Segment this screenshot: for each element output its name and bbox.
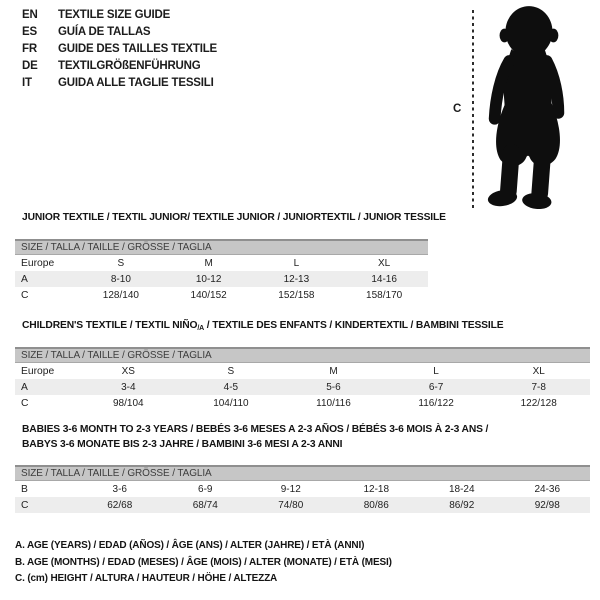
language-row-es bbox=[22, 24, 217, 41]
junior-section-title: JUNIOR TEXTILE / TEXTIL JUNIOR/ TEXTILE JUNIOR / JUNIORTEXTIL / JUNIOR TESSILE bbox=[22, 212, 446, 223]
size-header-bar: SIZE / TALLA / TAILLE / GRÖSSE / TAGLIA bbox=[15, 465, 590, 481]
row-label: B bbox=[21, 483, 28, 495]
size-cell: S bbox=[227, 365, 235, 377]
language-code: DE bbox=[22, 60, 38, 72]
age-cell: 7-8 bbox=[531, 381, 546, 393]
height-cell: 74/80 bbox=[278, 499, 304, 511]
size-header-bar: SIZE / TALLA / TAILLE / GRÖSSE / TAGLIA bbox=[15, 347, 590, 363]
babies-title-line1: BABIES 3-6 MONTH TO 2-3 YEARS / BEBÉS 3-6 MESES A 2-3 AÑOS / BÉBÉS 3-6 MOIS À 2-3 ANS / bbox=[22, 424, 489, 435]
age-cell: 4-5 bbox=[223, 381, 239, 393]
row-label: C bbox=[21, 289, 29, 301]
age-cell: 8-10 bbox=[110, 273, 131, 285]
height-cell: 140/152 bbox=[190, 289, 227, 301]
legend-age-months: B. AGE (MONTHS) / EDAD (MESES) / ÂGE (MOIS) / ALTER (MONATE) / ETÀ (MESI) bbox=[15, 556, 392, 568]
age-cell: 12-18 bbox=[363, 483, 390, 495]
title-text: / TEXTILE DES ENFANTS / KINDERTEXTIL / BAMBINI TESSILE bbox=[204, 320, 504, 331]
row-label: C bbox=[21, 397, 29, 409]
height-cell: 152/158 bbox=[278, 289, 315, 301]
age-cell: 3-4 bbox=[121, 381, 136, 393]
table-row-europe bbox=[15, 255, 428, 271]
height-dotted-line bbox=[472, 10, 474, 208]
children-size-table bbox=[15, 347, 590, 411]
height-cell: 116/122 bbox=[418, 397, 454, 409]
legend-height-cm: C. (cm) HEIGHT / ALTURA / HAUTEUR / HÖHE / ALTEZZA bbox=[15, 573, 278, 584]
height-cell: 158/170 bbox=[366, 289, 403, 301]
age-cell: 12-13 bbox=[283, 273, 310, 285]
height-cell: 98/104 bbox=[113, 397, 144, 409]
size-cell: M bbox=[329, 365, 338, 377]
size-cell: S bbox=[117, 257, 125, 269]
language-code: FR bbox=[22, 43, 37, 55]
row-label: Europe bbox=[21, 365, 55, 377]
language-row-de bbox=[22, 58, 217, 75]
age-cell: 18-24 bbox=[448, 483, 475, 495]
table-row-europe bbox=[15, 363, 590, 379]
toddler-silhouette-image bbox=[478, 5, 576, 211]
measurement-legend bbox=[15, 538, 392, 588]
language-label: TEXTILE SIZE GUIDE bbox=[58, 9, 171, 21]
children-section-title bbox=[22, 320, 503, 332]
age-cell: 5-6 bbox=[326, 381, 341, 393]
size-header-bar: SIZE / TALLA / TAILLE / GRÖSSE / TAGLIA bbox=[15, 239, 428, 255]
height-cell: 86/92 bbox=[449, 499, 475, 511]
babies-section-title bbox=[22, 423, 582, 452]
language-label: GUIDE DES TAILLES TEXTILE bbox=[58, 43, 217, 55]
table-row-height bbox=[15, 497, 590, 513]
language-label: TEXTILGRÖßENFÜHRUNG bbox=[58, 60, 201, 72]
age-cell: 14-16 bbox=[371, 273, 397, 285]
table-row-age-months bbox=[15, 481, 590, 497]
junior-size-table bbox=[15, 239, 428, 303]
row-label: Europe bbox=[21, 257, 55, 269]
age-cell: 6-9 bbox=[198, 483, 213, 495]
language-row-en bbox=[22, 7, 217, 24]
height-cell: 104/110 bbox=[213, 397, 249, 409]
height-cell: 80/86 bbox=[363, 499, 389, 511]
height-cell: 110/116 bbox=[316, 397, 351, 409]
table-row-height bbox=[15, 287, 428, 303]
row-label: A bbox=[21, 273, 28, 285]
language-row-it bbox=[22, 75, 217, 92]
language-code: EN bbox=[22, 9, 38, 21]
height-cell: 92/98 bbox=[534, 499, 560, 511]
table-row-height bbox=[15, 395, 590, 411]
height-measure-label: C bbox=[453, 103, 462, 115]
height-cell: 122/128 bbox=[520, 397, 557, 409]
height-cell: 62/68 bbox=[107, 499, 133, 511]
age-cell: 10-12 bbox=[195, 273, 222, 285]
babies-size-table bbox=[15, 465, 590, 513]
title-subscript: /A bbox=[197, 325, 205, 332]
row-label: A bbox=[21, 381, 28, 393]
language-row-fr bbox=[22, 41, 217, 58]
age-cell: 24-36 bbox=[534, 483, 561, 495]
language-label: GUIDA ALLE TAGLIE TESSILI bbox=[58, 77, 214, 89]
size-cell: XL bbox=[378, 257, 391, 269]
language-code: ES bbox=[22, 26, 37, 38]
age-cell: 9-12 bbox=[280, 483, 301, 495]
table-row-age bbox=[15, 271, 428, 287]
size-cell: XS bbox=[121, 365, 135, 377]
table-row-age bbox=[15, 379, 590, 395]
age-cell: 6-7 bbox=[428, 381, 444, 393]
height-cell: 68/74 bbox=[192, 499, 218, 511]
language-list bbox=[22, 7, 217, 92]
height-cell: 128/140 bbox=[102, 289, 139, 301]
language-code: IT bbox=[22, 77, 32, 89]
legend-age-years: A. AGE (YEARS) / EDAD (AÑOS) / ÂGE (ANS) / ALTER (JAHRE) / ETÀ (ANNI) bbox=[15, 540, 365, 551]
size-cell: M bbox=[204, 257, 213, 269]
size-cell: L bbox=[433, 365, 439, 377]
size-cell: L bbox=[293, 257, 300, 269]
age-cell: 3-6 bbox=[112, 483, 127, 495]
size-cell: XL bbox=[532, 365, 545, 377]
title-text: CHILDREN'S TEXTILE / TEXTIL NIÑO bbox=[22, 320, 198, 331]
row-label: C bbox=[21, 499, 29, 511]
language-label: GUÍA DE TALLAS bbox=[58, 26, 151, 38]
babies-title-line2: BABYS 3-6 MONATE BIS 2-3 JAHRE / BAMBINI 3-6 MESI A 2-3 ANNI bbox=[22, 438, 343, 450]
